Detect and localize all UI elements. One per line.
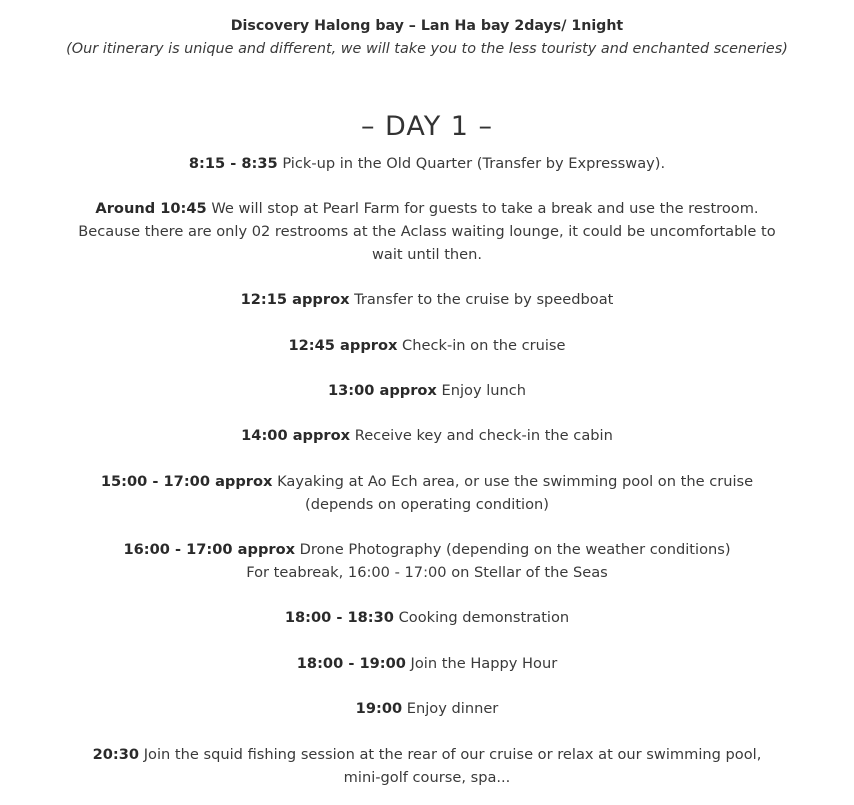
- item-text: Transfer to the cruise by speedboat: [349, 291, 614, 308]
- tour-subtitle: (Our itinerary is unique and different, we will take you to the less touristy and enchanted sceneries): [66, 41, 788, 57]
- item-text: Cooking demonstration: [393, 609, 570, 626]
- item-text: Pick-up in the Old Quarter (Transfer by Expressway).: [277, 155, 666, 172]
- item-time: 19:00: [355, 700, 403, 717]
- item-time: 16:00 - 17:00 approx: [123, 541, 296, 558]
- item-note: mini-golf course, spa...: [343, 769, 511, 786]
- item-time: 14:00 approx: [241, 427, 351, 444]
- item-note: wait until then.: [371, 246, 483, 263]
- item-time: Around 10:45: [95, 200, 207, 217]
- itinerary-item: [0, 697, 854, 720]
- item-text: Join the squid fishing session at the rear of our cruise or relax at our swimming pool,: [139, 746, 762, 763]
- item-time: 18:00 - 18:30: [284, 609, 394, 626]
- item-text: We will stop at Pearl Farm for guests to take a break and use the restroom.: [206, 200, 759, 217]
- itinerary-item: [0, 743, 854, 766]
- item-time: 13:00 approx: [327, 382, 437, 399]
- day-heading: – DAY 1 –: [360, 111, 494, 142]
- itinerary-item: [0, 652, 854, 675]
- item-time: 20:30: [92, 746, 140, 763]
- item-note: Because there are only 02 restrooms at the Aclass waiting lounge, it could be uncomfortable to: [78, 223, 776, 240]
- item-time: 8:15 - 8:35: [188, 155, 278, 172]
- tour-title: Discovery Halong bay – Lan Ha bay 2days/ 1night: [230, 18, 624, 34]
- itinerary-item: [0, 538, 854, 561]
- item-text: Join the Happy Hour: [405, 655, 558, 672]
- item-text: Receive key and check-in the cabin: [350, 427, 613, 444]
- item-text: Enjoy lunch: [436, 382, 527, 399]
- itinerary-item: [0, 334, 854, 357]
- item-text: Enjoy dinner: [402, 700, 499, 717]
- item-note: (depends on operating condition): [305, 496, 549, 513]
- itinerary-item: [0, 288, 854, 311]
- item-time: 15:00 - 17:00 approx: [100, 473, 273, 490]
- item-time: 18:00 - 19:00: [296, 655, 406, 672]
- item-time: 12:45 approx: [288, 337, 398, 354]
- item-time: 12:15 approx: [240, 291, 350, 308]
- item-note: For teabreak, 16:00 - 17:00 on Stellar of the Seas: [246, 564, 608, 581]
- item-text: Drone Photography (depending on the weather conditions): [295, 541, 731, 558]
- itinerary-item: [0, 197, 854, 220]
- itinerary-item: [0, 379, 854, 402]
- itinerary-item: [0, 470, 854, 493]
- itinerary-item: [0, 424, 854, 447]
- item-text: Kayaking at Ao Ech area, or use the swimming pool on the cruise: [272, 473, 754, 490]
- itinerary-item: [0, 152, 854, 175]
- itinerary-item: [0, 606, 854, 629]
- item-text: Check-in on the cruise: [397, 337, 566, 354]
